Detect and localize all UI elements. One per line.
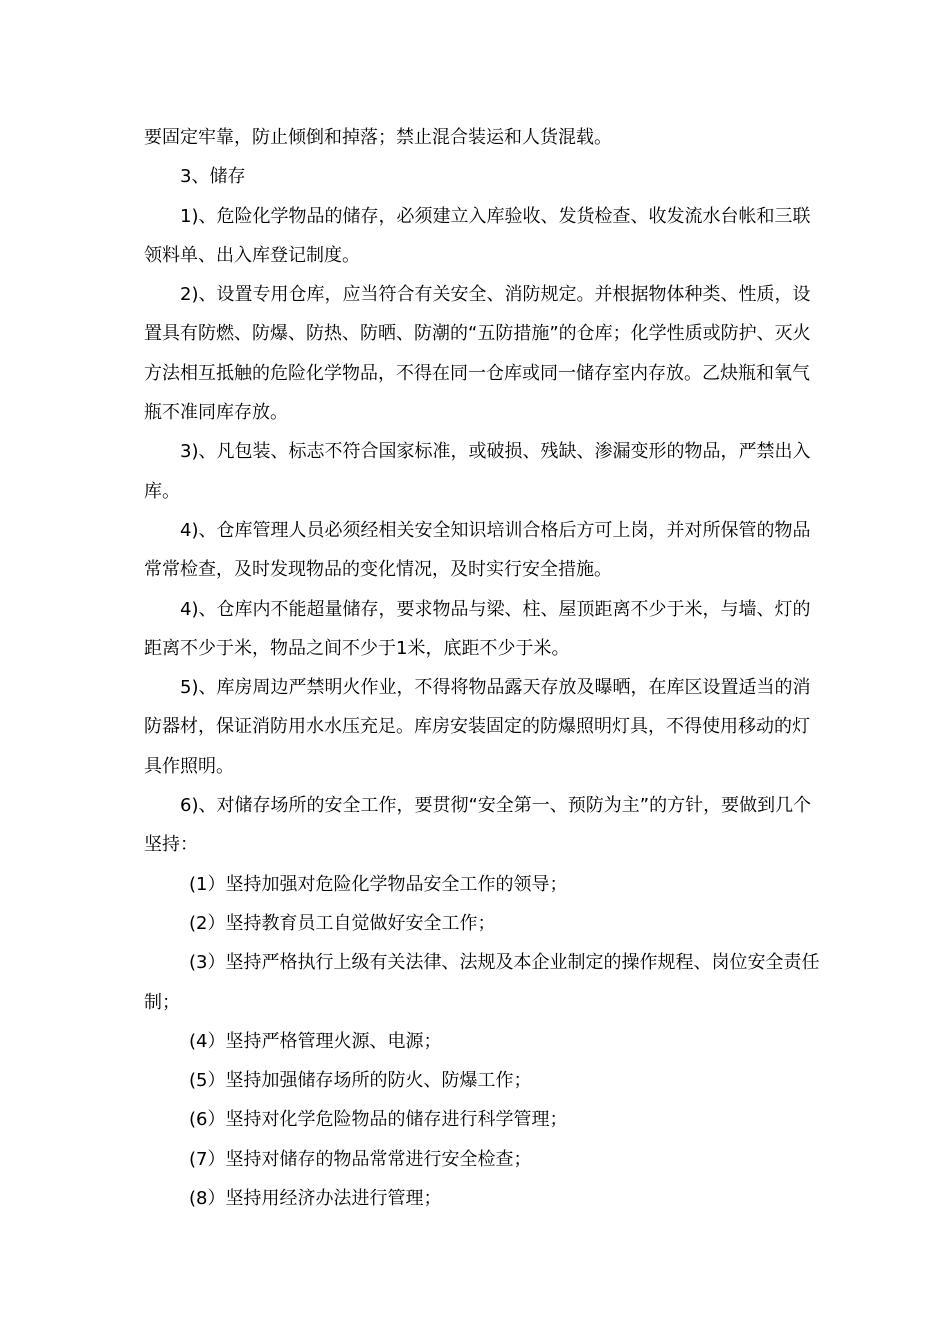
paragraph-5: 5)、库房周边严禁明火作业，不得将物品露天存放及曝晒，在库区设置适当的消防器材，保证消防用水水压充足。库房安装固定的防爆照明灯具，不得使用移动的灯具作照明。 (144, 677, 811, 777)
paragraph-4b: 4)、仓库内不能超量储存，要求物品与梁、柱、屋顶距离不少于米，与墙、灯的距离不少于米，物品之间不少于1米，底距不少于米。 (144, 598, 811, 659)
list-item: (3）坚持严格执行上级有关法律、法规及本企业制定的操作规程、岗位安全责任制； (144, 952, 820, 1013)
list-item: (8）坚持用经济办法进行管理； (189, 1188, 442, 1210)
paragraph-continuation: 要固定牢靠，防止倾倒和掉落；禁止混合装运和人货混载。 (144, 127, 612, 148)
list-item: (4）坚持严格管理火源、电源； (189, 1030, 442, 1052)
list-item: (2）坚持教育员工自觉做好安全工作； (189, 912, 496, 934)
paragraph-3: 3)、凡包装、标志不符合国家标准，或破损、残缺、渗漏变形的物品，严禁出入库。 (144, 441, 811, 502)
paragraph-1: 1)、危险化学物品的储存，必须建立入库验收、发货检查、收发流水台帐和三联领料单、出入库登记制度。 (144, 205, 811, 266)
list-item: (6）坚持对化学危险物品的储存进行科学管理； (189, 1109, 568, 1131)
section-heading-storage: 3、储存 (180, 166, 246, 188)
list-item: (7）坚持对储存的物品常常进行安全检查； (189, 1148, 532, 1170)
document-body (144, 118, 824, 1218)
list-item: (1）坚持加强对危险化学物品安全工作的领导； (189, 873, 568, 895)
paragraph-4a: 4)、仓库管理人员必须经相关安全知识培训合格后方可上岗，并对所保管的物品常常检查，及时发现物品的变化情况，及时实行安全措施。 (144, 519, 811, 581)
paragraph-2: 2)、设置专用仓库，应当符合有关安全、消防规定。并根据物体种类、性质，设置具有防燃、防爆、防热、防晒、防潮的“五防措施”的仓库；化学性质或防护、灭火方法相互抵触的危险化学物品，不得在同一仓库或同一储存室内存放。乙炔瓶和氧气瓶不准同库存放。 (144, 284, 811, 424)
paragraph-6: 6)、对储存场所的安全工作，要贯彻“安全第一、预防为主”的方针，要做到几个坚持： (144, 795, 812, 856)
list-item: (5）坚持加强储存场所的防火、防爆工作； (189, 1070, 532, 1092)
